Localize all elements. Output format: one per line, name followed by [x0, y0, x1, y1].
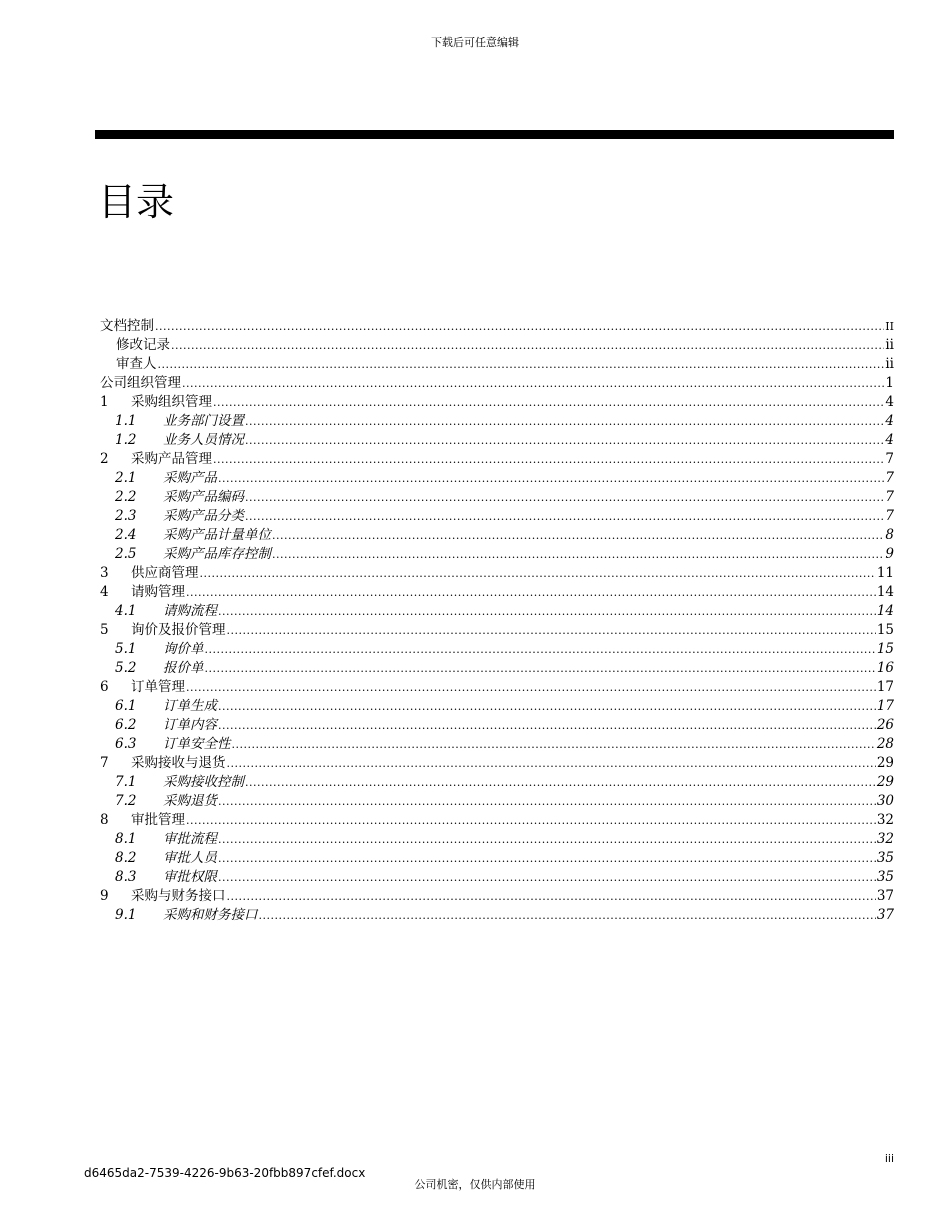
- toc-entry-page: 32: [876, 812, 894, 828]
- toc-entry[interactable]: [100, 754, 894, 773]
- toc-entry-page: 7: [885, 451, 894, 467]
- toc-dot-leader: [182, 374, 884, 393]
- toc-entry-number: 2.1: [115, 470, 137, 486]
- toc-entry-page: 17: [876, 679, 894, 695]
- toc-entry[interactable]: [100, 393, 894, 412]
- toc-entry-label: 订单管理: [131, 679, 185, 695]
- toc-entry-number: 7: [100, 755, 109, 771]
- toc-entry-page: 7: [885, 508, 894, 524]
- toc-entry-page: 15: [876, 641, 894, 657]
- toc-entry-page: 7: [885, 489, 894, 505]
- toc-entry-number: 3: [100, 565, 109, 581]
- toc-dot-leader: [155, 317, 884, 336]
- toc-entry-number: 8: [100, 812, 109, 828]
- toc-entry[interactable]: [100, 792, 894, 811]
- toc-entry-label: 业务部门设置: [163, 413, 244, 429]
- toc-entry-number: 9: [100, 888, 109, 904]
- toc-dot-leader: [272, 545, 884, 564]
- toc-dot-leader: [218, 830, 876, 849]
- footer-confidential-note: 公司机密，仅供内部使用: [414, 1178, 536, 1191]
- toc-entry-number: 5: [100, 622, 109, 638]
- toc-entry[interactable]: [100, 507, 894, 526]
- toc-entry-number: 6.3: [115, 736, 137, 752]
- toc-entry[interactable]: [100, 830, 894, 849]
- toc-dot-leader: [200, 564, 876, 583]
- toc-dot-leader: [227, 621, 876, 640]
- toc-entry-label: 采购与财务接口: [131, 888, 226, 904]
- toc-entry-label: 报价单: [163, 660, 204, 676]
- toc-entry-label: 采购组织管理: [131, 394, 212, 410]
- toc-dot-leader: [227, 887, 876, 906]
- toc-entry-label: 订单安全性: [163, 736, 231, 752]
- toc-entry-page: ii: [885, 356, 894, 372]
- toc-entry-number: 1: [100, 394, 109, 410]
- toc-dot-leader: [272, 526, 884, 545]
- toc-entry-page: 26: [876, 717, 894, 733]
- toc-dot-leader: [218, 792, 876, 811]
- toc-entry[interactable]: [100, 678, 894, 697]
- toc-dot-leader: [227, 754, 876, 773]
- toc-dot-leader: [245, 507, 884, 526]
- toc-dot-leader: [186, 678, 876, 697]
- toc-entry-label: 采购接收控制: [163, 774, 244, 790]
- toc-entry-number: 2: [100, 451, 109, 467]
- footer-page-number: iii: [884, 1152, 894, 1165]
- toc-entry-page: 15: [876, 622, 894, 638]
- toc-entry-label: 请购流程: [163, 603, 217, 619]
- toc-entry-number: 8.3: [115, 869, 137, 885]
- toc-entry-page: 1: [885, 375, 894, 391]
- toc-dot-leader: [186, 583, 876, 602]
- toc-entry-number: 2.2: [115, 489, 137, 505]
- toc-entry-page: 37: [876, 888, 894, 904]
- toc-entry-page: 32: [876, 831, 894, 847]
- toc-entry-number: 8.1: [115, 831, 137, 847]
- table-of-contents: [100, 317, 894, 925]
- toc-entry-page: 30: [876, 793, 894, 809]
- toc-entry-label: 采购产品库存控制: [163, 546, 271, 562]
- toc-entry-label: 业务人员情况: [163, 432, 244, 448]
- toc-entry[interactable]: [100, 431, 894, 450]
- toc-entry[interactable]: [100, 317, 894, 336]
- toc-entry[interactable]: [100, 887, 894, 906]
- toc-entry-label: 文档控制: [100, 318, 154, 334]
- toc-dot-leader: [213, 393, 884, 412]
- toc-entry-page: II: [885, 320, 894, 333]
- toc-entry-label: 采购产品: [163, 470, 217, 486]
- toc-dot-leader: [218, 697, 876, 716]
- toc-dot-leader: [205, 640, 876, 659]
- toc-entry-page: 4: [885, 432, 894, 448]
- toc-entry[interactable]: [100, 355, 894, 374]
- toc-entry[interactable]: [100, 868, 894, 887]
- toc-dot-leader: [205, 659, 876, 678]
- toc-entry[interactable]: [100, 526, 894, 545]
- page-header: 下载后可任意编辑: [431, 36, 519, 49]
- toc-entry-page: 29: [876, 774, 894, 790]
- toc-entry-number: 1.1: [115, 413, 137, 429]
- toc-entry-number: 6: [100, 679, 109, 695]
- toc-dot-leader: [232, 735, 876, 754]
- toc-entry-label: 审批流程: [163, 831, 217, 847]
- toc-entry[interactable]: [100, 336, 894, 355]
- toc-dot-leader: [171, 336, 884, 355]
- toc-entry-label: 采购退货: [163, 793, 217, 809]
- toc-entry-label: 审批权限: [163, 869, 217, 885]
- toc-dot-leader: [245, 773, 876, 792]
- title-rule: [95, 130, 894, 139]
- toc-entry-number: 5.1: [115, 641, 137, 657]
- toc-dot-leader: [259, 906, 876, 925]
- toc-entry-number: 1.2: [115, 432, 137, 448]
- toc-entry-label: 采购产品计量单位: [163, 527, 271, 543]
- toc-entry-number: 6.2: [115, 717, 137, 733]
- toc-dot-leader: [245, 412, 884, 431]
- toc-entry-page: 4: [885, 394, 894, 410]
- toc-entry-number: 6.1: [115, 698, 137, 714]
- toc-entry-page: 4: [885, 413, 894, 429]
- toc-entry-page: 29: [876, 755, 894, 771]
- toc-entry[interactable]: [100, 849, 894, 868]
- toc-entry-label: 请购管理: [131, 584, 185, 600]
- toc-entry[interactable]: [100, 488, 894, 507]
- toc-entry-number: 7.1: [115, 774, 137, 790]
- toc-entry-label: 采购接收与退货: [131, 755, 226, 771]
- toc-entry[interactable]: [100, 583, 894, 602]
- toc-dot-leader: [218, 716, 876, 735]
- toc-entry-label: 采购产品编码: [163, 489, 244, 505]
- toc-entry-label: 采购产品分类: [163, 508, 244, 524]
- toc-entry-page: 35: [876, 869, 894, 885]
- toc-dot-leader: [213, 450, 884, 469]
- toc-entry-number: 8.2: [115, 850, 137, 866]
- toc-entry-page: ii: [885, 337, 894, 353]
- toc-entry-page: 7: [885, 470, 894, 486]
- toc-entry-label: 订单生成: [163, 698, 217, 714]
- toc-entry[interactable]: [100, 469, 894, 488]
- toc-entry[interactable]: [100, 564, 894, 583]
- toc-dot-leader: [186, 811, 876, 830]
- toc-entry[interactable]: [100, 716, 894, 735]
- toc-entry-label: 采购和财务接口: [163, 907, 258, 923]
- toc-entry-page: 11: [876, 565, 894, 581]
- toc-entry-label: 审查人: [116, 356, 157, 372]
- toc-entry[interactable]: [100, 450, 894, 469]
- toc-entry-number: 2.5: [115, 546, 137, 562]
- toc-entry-label: 审批人员: [163, 850, 217, 866]
- toc-entry-page: 17: [876, 698, 894, 714]
- toc-entry-page: 9: [885, 546, 894, 562]
- page-title: 目录: [98, 180, 175, 224]
- toc-entry-page: 35: [876, 850, 894, 866]
- toc-entry-label: 订单内容: [163, 717, 217, 733]
- toc-entry[interactable]: [100, 811, 894, 830]
- toc-entry[interactable]: [100, 374, 894, 393]
- toc-entry[interactable]: [100, 412, 894, 431]
- toc-entry-label: 公司组织管理: [100, 375, 181, 391]
- toc-entry-number: 2.3: [115, 508, 137, 524]
- toc-dot-leader: [218, 602, 876, 621]
- toc-entry-number: 9.1: [115, 907, 137, 923]
- toc-entry[interactable]: [100, 602, 894, 621]
- toc-entry[interactable]: [100, 773, 894, 792]
- toc-dot-leader: [218, 469, 884, 488]
- toc-entry[interactable]: [100, 735, 894, 754]
- toc-entry-label: 审批管理: [131, 812, 185, 828]
- footer-filename: d6465da2-7539-4226-9b63-20fbb897cfef.docx: [84, 1166, 366, 1180]
- toc-entry-page: 14: [876, 584, 894, 600]
- toc-entry-label: 修改记录: [116, 337, 170, 353]
- toc-entry-number: 5.2: [115, 660, 137, 676]
- toc-entry-page: 37: [876, 907, 894, 923]
- toc-entry-label: 询价单: [163, 641, 204, 657]
- toc-entry[interactable]: [100, 697, 894, 716]
- toc-dot-leader: [218, 849, 876, 868]
- toc-entry[interactable]: [100, 659, 894, 678]
- toc-entry-number: 7.2: [115, 793, 137, 809]
- toc-entry[interactable]: [100, 621, 894, 640]
- toc-entry-label: 供应商管理: [131, 565, 199, 581]
- toc-entry-page: 28: [876, 736, 894, 752]
- toc-entry-number: 2.4: [115, 527, 137, 543]
- toc-dot-leader: [218, 868, 876, 887]
- toc-entry-page: 14: [876, 603, 894, 619]
- toc-entry-page: 8: [885, 527, 894, 543]
- toc-entry[interactable]: [100, 906, 894, 925]
- toc-dot-leader: [158, 355, 885, 374]
- toc-entry-page: 16: [876, 660, 894, 676]
- toc-dot-leader: [245, 431, 884, 450]
- toc-dot-leader: [245, 488, 884, 507]
- toc-entry-number: 4: [100, 584, 109, 600]
- toc-entry-label: 询价及报价管理: [131, 622, 226, 638]
- toc-entry[interactable]: [100, 545, 894, 564]
- toc-entry-number: 4.1: [115, 603, 137, 619]
- toc-entry-label: 采购产品管理: [131, 451, 212, 467]
- toc-entry[interactable]: [100, 640, 894, 659]
